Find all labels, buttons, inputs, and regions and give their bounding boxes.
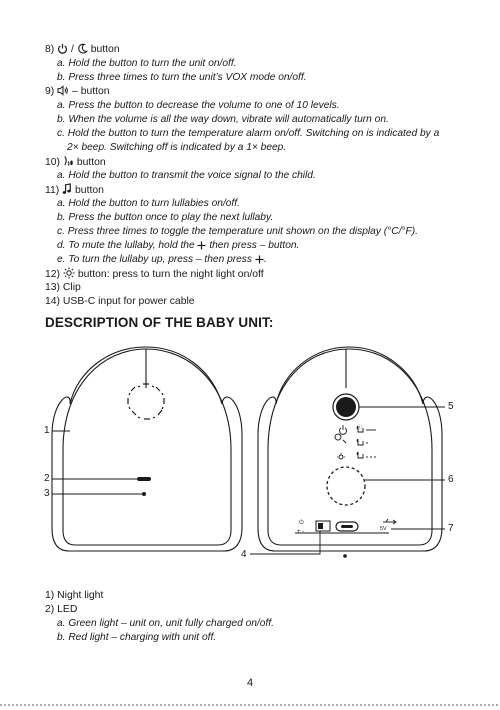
item-12 bbox=[45, 267, 264, 281]
callout-5: 5 bbox=[448, 401, 454, 412]
port-voltage-label: 5V bbox=[380, 526, 387, 532]
item-11-d-text: d. To mute the lullaby, hold the bbox=[57, 240, 195, 251]
item-11-c: c. Press three times to toggle the temperature unit shown on the display (°C/°F). bbox=[57, 226, 418, 237]
item-9-label: – button bbox=[72, 86, 110, 97]
power-mini-mark: ⓘ bbox=[357, 425, 363, 431]
plus-icon bbox=[197, 241, 206, 250]
item-8-number: 8) bbox=[45, 44, 55, 55]
item-9-number: 9) bbox=[45, 86, 55, 97]
legend-1: 1) Night light bbox=[45, 590, 104, 601]
front-unit-outline bbox=[52, 347, 242, 551]
callout-3: 3 bbox=[44, 488, 50, 499]
item-13: 13) Clip bbox=[45, 282, 81, 293]
item-10 bbox=[45, 155, 106, 169]
baby-unit-diagram bbox=[0, 340, 500, 570]
callout-4: 4 bbox=[241, 549, 247, 560]
item-9-c-cont: 2× beep. Switching off is indicated by a 1× beep. bbox=[67, 142, 287, 153]
item-11-d bbox=[57, 239, 299, 252]
night-light-icon bbox=[63, 267, 75, 279]
callout-2: 2 bbox=[44, 473, 50, 484]
item-11-e-period: . bbox=[264, 254, 267, 265]
item-10-a: a. Hold the button to transmit the voice signal to the child. bbox=[57, 170, 316, 181]
callout-6: 6 bbox=[448, 474, 454, 485]
reset-hole bbox=[343, 554, 347, 558]
callout-7: 7 bbox=[448, 523, 454, 534]
item-10-label: button bbox=[76, 157, 106, 168]
button-icon-legend bbox=[335, 425, 376, 459]
port-panel bbox=[295, 519, 396, 558]
page-number: 4 bbox=[246, 677, 254, 689]
item-8-separator: / bbox=[71, 44, 74, 55]
night-light-button-cap bbox=[336, 397, 356, 417]
night-light-ring bbox=[128, 384, 164, 419]
back-unit-outline bbox=[258, 347, 442, 551]
legend-2-a: a. Green light – unit on, unit fully charged on/off. bbox=[57, 618, 274, 629]
power-icon bbox=[57, 43, 68, 54]
item-10-number: 10) bbox=[45, 157, 61, 168]
plus-icon bbox=[255, 255, 264, 264]
back-unit-body bbox=[268, 349, 432, 545]
item-12-number: 12) bbox=[45, 269, 61, 280]
item-9 bbox=[45, 85, 110, 98]
item-8-b: b. Press three times to turn the unit’s VOX mode on/off. bbox=[57, 72, 307, 83]
item-8-a: a. Hold the button to turn the unit on/off. bbox=[57, 58, 237, 69]
microphone-hole bbox=[142, 492, 146, 496]
music-note-icon bbox=[62, 183, 72, 195]
legend-2-b: b. Red light – charging with unit off. bbox=[57, 632, 217, 643]
bottom-trim-line bbox=[0, 703, 500, 707]
moon-icon bbox=[77, 43, 88, 54]
item-11-b: b. Press the button once to play the next lullaby. bbox=[57, 212, 274, 223]
item-12-label: button: press to turn the night light on/off bbox=[77, 269, 264, 280]
voice-icon bbox=[63, 155, 74, 167]
item-14: 14) USB-C input for power cable bbox=[45, 296, 195, 307]
item-11-number: 11) bbox=[45, 185, 60, 196]
usb-icon bbox=[383, 519, 396, 524]
item-11-a: a. Hold the button to turn lullabies on/off. bbox=[57, 198, 240, 209]
speaker-grille bbox=[327, 467, 365, 505]
legend-2: 2) LED bbox=[45, 604, 78, 615]
item-9-c: c. Hold the button to turn the temperature alarm on/off. Switching on is indicated by a bbox=[57, 128, 440, 139]
item-11-e bbox=[57, 253, 267, 266]
item-8 bbox=[45, 43, 120, 56]
item-9-a: a. Press the button to decrease the volume to one of 10 levels. bbox=[57, 100, 340, 111]
switch-plus-minus: + - bbox=[297, 529, 305, 535]
item-11-label: button bbox=[75, 185, 104, 196]
item-11-e-text: e. To turn the lullaby up, press – then press bbox=[57, 254, 252, 265]
power-switch bbox=[318, 523, 323, 529]
callout-1: 1 bbox=[44, 425, 50, 436]
front-unit-body bbox=[63, 349, 231, 545]
item-9-b: b. When the volume is all the way down, vibrate will automatically turn on. bbox=[57, 114, 389, 125]
led-indicator bbox=[137, 477, 151, 481]
section-title: DESCRIPTION OF THE BABY UNIT: bbox=[45, 315, 274, 330]
switch-mark: ⏻ bbox=[299, 520, 304, 526]
speaker-icon bbox=[57, 85, 69, 96]
item-8-label: button bbox=[90, 44, 120, 55]
item-11 bbox=[45, 183, 104, 197]
item-11-d-text-end: then press – button. bbox=[209, 240, 300, 251]
